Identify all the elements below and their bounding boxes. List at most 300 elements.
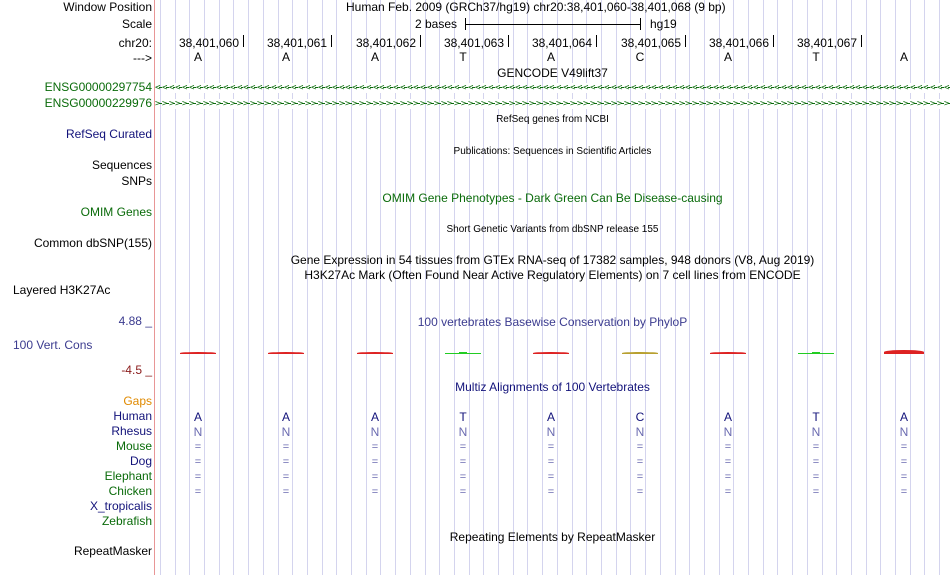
strand-arrow: <: [583, 83, 588, 93]
strand-arrow: <: [855, 83, 860, 93]
reference-base: A: [370, 50, 379, 64]
cons-min-label: -4.5 _: [121, 363, 152, 377]
species-label[interactable]: X_tropicalis: [89, 499, 152, 513]
strand-arrow: >: [658, 99, 663, 109]
strand-arrow: >: [311, 99, 316, 109]
strand-arrow: <: [774, 83, 779, 93]
strand-arrow: >: [345, 99, 350, 109]
species-base: N: [546, 425, 556, 439]
ruler-position-label: 38,401,064: [531, 36, 592, 50]
strand-arrow: >: [379, 99, 384, 109]
strand-arrow: >: [332, 99, 337, 109]
strand-arrow: <: [189, 83, 194, 93]
phylop-baseline: [533, 353, 569, 354]
species-base: =: [547, 441, 555, 453]
strand-arrow: >: [223, 99, 228, 109]
gencode-track-title: GENCODE V49lift37: [497, 66, 608, 80]
strand-arrow: <: [692, 83, 697, 93]
strand-arrow: >: [386, 99, 391, 109]
gene-label-plus[interactable]: ENSG00000229976: [44, 96, 152, 110]
strand-arrow: >: [645, 99, 650, 109]
species-base: =: [194, 486, 202, 498]
ruler-tick: [773, 35, 774, 47]
strand-arrow: >: [944, 99, 949, 109]
species-base: =: [459, 471, 467, 483]
strand-arrow: <: [203, 83, 208, 93]
strand-arrow: <: [441, 83, 446, 93]
strand-arrow: >: [577, 99, 582, 109]
strand-arrow: <: [413, 83, 418, 93]
strand-arrow: <: [257, 83, 262, 93]
species-base: A: [193, 410, 202, 424]
phylop-baseline: [445, 353, 481, 354]
species-base: =: [636, 471, 644, 483]
strand-arrow: <: [679, 83, 684, 93]
strand-arrow: >: [400, 99, 405, 109]
species-label[interactable]: Mouse: [115, 439, 152, 453]
strand-arrow: <: [713, 83, 718, 93]
strand-arrow: >: [611, 99, 616, 109]
strand-arrow: <: [427, 83, 432, 93]
strand-arrow: <: [794, 83, 799, 93]
species-base: =: [900, 441, 908, 453]
species-base: =: [194, 456, 202, 468]
strand-arrow: >: [318, 99, 323, 109]
strand-arrow: >: [454, 99, 459, 109]
reference-base: A: [193, 50, 202, 64]
strand-arrow: <: [182, 83, 187, 93]
strand-arrow: <: [366, 83, 371, 93]
strand-arrow: >: [903, 99, 908, 109]
strand-arrow: >: [896, 99, 901, 109]
strand-arrow: >: [305, 99, 310, 109]
strand-arrow: <: [359, 83, 364, 93]
species-base: =: [459, 441, 467, 453]
strand-arrow: >: [291, 99, 296, 109]
strand-arrow: >: [583, 99, 588, 109]
phylop-baseline: [180, 353, 216, 354]
strand-arrow: <: [216, 83, 221, 93]
gtex-track-title: Gene Expression in 54 tissues from GTEx RNA-seq of 17382 samples, 948 donors (V8, Aug 2019): [290, 253, 815, 267]
strand-arrow: >: [930, 99, 935, 109]
strand-arrow: <: [420, 83, 425, 93]
strand-arrow: <: [475, 83, 480, 93]
strand-arrow: >: [910, 99, 915, 109]
strand-arrow: <: [577, 83, 582, 93]
strand-arrow: <: [407, 83, 412, 93]
strand-arrow: >: [740, 99, 745, 109]
strand-arrow: <: [787, 83, 792, 93]
strand-arrow: <: [298, 83, 303, 93]
strand-arrow: <: [699, 83, 704, 93]
scale-bar: [465, 17, 641, 31]
strand-arrow: >: [522, 99, 527, 109]
cons-max-label: 4.88 _: [118, 314, 152, 328]
strand-arrow: <: [801, 83, 806, 93]
strand-arrow: >: [407, 99, 412, 109]
strand-arrow: >: [624, 99, 629, 109]
strand-arrow: <: [604, 83, 609, 93]
species-base: =: [724, 471, 732, 483]
strand-arrow: >: [699, 99, 704, 109]
strand-arrow: <: [339, 83, 344, 93]
strand-arrow: >: [706, 99, 711, 109]
species-label[interactable]: Rhesus: [111, 424, 152, 438]
species-base: =: [459, 456, 467, 468]
gene-feature-plus[interactable]: [155, 99, 950, 109]
strand-arrow: <: [277, 83, 282, 93]
species-base: =: [282, 486, 290, 498]
species-base: C: [635, 410, 645, 424]
strand-arrow: >: [427, 99, 432, 109]
reference-base: C: [635, 50, 645, 64]
strand-arrow: <: [896, 83, 901, 93]
species-base: N: [635, 425, 645, 439]
strand-arrow: >: [216, 99, 221, 109]
strand-arrow: >: [420, 99, 425, 109]
strand-arrow: <: [849, 83, 854, 93]
strand-arrow: <: [556, 83, 561, 93]
species-base: =: [282, 441, 290, 453]
species-base: =: [371, 486, 379, 498]
ruler-tick: [420, 35, 421, 47]
strand-arrow: >: [536, 99, 541, 109]
strand-arrow: <: [645, 83, 650, 93]
strand-arrow: >: [726, 99, 731, 109]
window-position-label: Window Position: [63, 0, 152, 14]
strand-arrow: >: [468, 99, 473, 109]
strand-arrow: >: [713, 99, 718, 109]
strand-arrow: >: [366, 99, 371, 109]
strand-arrow: <: [740, 83, 745, 93]
strand-arrow: <: [345, 83, 350, 93]
strand-arrow: <: [223, 83, 228, 93]
strand-arrow: >: [753, 99, 758, 109]
strand-arrow: >: [543, 99, 548, 109]
strand-arrow: <: [808, 83, 813, 93]
strand-arrow: >: [264, 99, 269, 109]
strand-arrow: >: [917, 99, 922, 109]
strand-arrow: <: [828, 83, 833, 93]
strand-arrow: <: [373, 83, 378, 93]
strand-arrow: <: [488, 83, 493, 93]
strand-arrow: >: [556, 99, 561, 109]
strand-arrow: >: [461, 99, 466, 109]
strand-arrow: <: [169, 83, 174, 93]
strand-arrow: >: [298, 99, 303, 109]
strand-arrow: <: [264, 83, 269, 93]
strand-arrow: <: [305, 83, 310, 93]
strand-arrow: <: [543, 83, 548, 93]
strand-arrow: >: [672, 99, 677, 109]
strand-arrow: <: [237, 83, 242, 93]
ruler-position-label: 38,401,061: [266, 36, 327, 50]
strand-arrow: <: [454, 83, 459, 93]
strand-arrow: <: [869, 83, 874, 93]
strand-arrow: <: [570, 83, 575, 93]
strand-arrow: <: [706, 83, 711, 93]
reference-base: T: [812, 50, 820, 64]
strand-arrow: <: [318, 83, 323, 93]
h3k27ac-track-title: H3K27Ac Mark (Often Found Near Active Regulatory Elements) on 7 cell lines from ENCODE: [304, 268, 801, 282]
strand-arrow: <: [162, 83, 167, 93]
strand-arrow: <: [250, 83, 255, 93]
publications-track-title: Publications: Sequences in Scientific Articles: [453, 146, 652, 157]
strand-arrow: <: [563, 83, 568, 93]
strand-arrow: >: [815, 99, 820, 109]
ruler-position-label: 38,401,065: [620, 36, 681, 50]
strand-arrow: >: [359, 99, 364, 109]
strand-arrow: >: [475, 99, 480, 109]
species-base: N: [193, 425, 203, 439]
strand-arrow: <: [434, 83, 439, 93]
strand-arrow: >: [828, 99, 833, 109]
strand-arrow: >: [441, 99, 446, 109]
cons-track-label[interactable]: 100 Vert. Cons: [13, 338, 93, 352]
strand-arrow: <: [658, 83, 663, 93]
strand-arrow: >: [515, 99, 520, 109]
species-base: T: [812, 410, 820, 424]
strand-arrow: <: [651, 83, 656, 93]
strand-arrow: >: [549, 99, 554, 109]
species-base: =: [282, 456, 290, 468]
strand-arrow: <: [923, 83, 928, 93]
strand-arrow: >: [937, 99, 942, 109]
strand-arrow: <: [590, 83, 595, 93]
reference-base: A: [723, 50, 732, 64]
species-label[interactable]: Chicken: [108, 484, 152, 498]
strand-arrow: <: [747, 83, 752, 93]
strand-arrow: >: [189, 99, 194, 109]
strand-arrow: >: [876, 99, 881, 109]
ruler-tick: [685, 35, 686, 47]
strand-arrow: >: [169, 99, 174, 109]
species-label[interactable]: Dog: [129, 454, 152, 468]
strand-label: --->: [133, 51, 152, 65]
gene-feature-minus[interactable]: [155, 83, 950, 93]
phylop-baseline: [886, 353, 922, 354]
chrom-label: chr20:: [118, 36, 152, 50]
strand-arrow: >: [209, 99, 214, 109]
strand-arrow: <: [617, 83, 622, 93]
species-base: =: [636, 486, 644, 498]
strand-arrow: <: [903, 83, 908, 93]
strand-arrow: <: [447, 83, 452, 93]
cons-track-title: 100 vertebrates Basewise Conservation by PhyloP: [417, 315, 688, 329]
strand-arrow: <: [876, 83, 881, 93]
strand-arrow: <: [209, 83, 214, 93]
strand-arrow: <: [944, 83, 949, 93]
strand-arrow: >: [835, 99, 840, 109]
species-label[interactable]: Human: [113, 409, 152, 423]
strand-arrow: >: [889, 99, 894, 109]
ruler-position-label: 38,401,060: [178, 36, 239, 50]
strand-arrow: >: [196, 99, 201, 109]
species-base: =: [194, 441, 202, 453]
strand-arrow: >: [794, 99, 799, 109]
strand-arrow: <: [502, 83, 507, 93]
strand-arrow: <: [597, 83, 602, 93]
strand-arrow: >: [155, 99, 160, 109]
reference-base: A: [281, 50, 290, 64]
strand-arrow: >: [597, 99, 602, 109]
strand-arrow: >: [495, 99, 500, 109]
species-base: =: [812, 486, 820, 498]
strand-arrow: <: [536, 83, 541, 93]
strand-arrow: >: [923, 99, 928, 109]
repeatmasker-track-label[interactable]: RepeatMasker: [73, 544, 152, 558]
species-base: N: [723, 425, 733, 439]
strand-arrow: <: [352, 83, 357, 93]
strand-arrow: >: [563, 99, 568, 109]
ruler-tick: [596, 35, 597, 47]
strand-arrow: >: [250, 99, 255, 109]
ruler-tick: [861, 35, 862, 47]
strand-arrow: >: [162, 99, 167, 109]
strand-arrow: >: [203, 99, 208, 109]
sequences-track-label[interactable]: Sequences: [91, 158, 152, 172]
strand-arrow: >: [434, 99, 439, 109]
species-base: =: [459, 486, 467, 498]
strand-arrow: <: [400, 83, 405, 93]
strand-arrow: <: [767, 83, 772, 93]
species-base: N: [458, 425, 468, 439]
species-label[interactable]: Elephant: [104, 469, 152, 483]
strand-arrow: >: [243, 99, 248, 109]
strand-arrow: >: [175, 99, 180, 109]
strand-arrow: >: [801, 99, 806, 109]
snps-track-label[interactable]: SNPs: [121, 174, 152, 188]
strand-arrow: <: [631, 83, 636, 93]
species-base: =: [371, 456, 379, 468]
species-base: =: [371, 471, 379, 483]
species-base: =: [812, 471, 820, 483]
species-base: =: [900, 456, 908, 468]
strand-arrow: >: [509, 99, 514, 109]
h3k27ac-track-label[interactable]: Layered H3K27Ac: [13, 283, 111, 297]
phylop-baseline: [798, 353, 834, 354]
strand-arrow: >: [685, 99, 690, 109]
strand-arrow: >: [760, 99, 765, 109]
strand-arrow: <: [529, 83, 534, 93]
reference-base: A: [546, 50, 555, 64]
strand-arrow: <: [461, 83, 466, 93]
strand-arrow: >: [277, 99, 282, 109]
omim-track-label[interactable]: OMIM Genes: [80, 205, 152, 219]
multiz-track-title: Multiz Alignments of 100 Vertebrates: [455, 380, 650, 394]
strand-arrow: <: [271, 83, 276, 93]
species-base: =: [194, 471, 202, 483]
strand-arrow: >: [570, 99, 575, 109]
strand-arrow: <: [815, 83, 820, 93]
dbsnp-track-title: Short Genetic Variants from dbSNP release 155: [446, 224, 659, 235]
strand-arrow: >: [665, 99, 670, 109]
strand-arrow: <: [638, 83, 643, 93]
gene-label-minus[interactable]: ENSG00000297754: [44, 80, 152, 94]
strand-arrow: >: [679, 99, 684, 109]
species-base: N: [281, 425, 291, 439]
strand-arrow: <: [311, 83, 316, 93]
species-base: A: [546, 410, 555, 424]
reference-base: A: [899, 50, 908, 64]
species-base: A: [281, 410, 290, 424]
strand-arrow: >: [617, 99, 622, 109]
strand-arrow: <: [515, 83, 520, 93]
phylop-baseline: [622, 353, 658, 354]
ruler-position-label: 38,401,066: [708, 36, 769, 50]
species-base: =: [900, 486, 908, 498]
scale-text: 2 bases: [415, 17, 458, 31]
species-label[interactable]: Zebrafish: [101, 514, 152, 528]
strand-arrow: <: [821, 83, 826, 93]
species-base: N: [370, 425, 380, 439]
phylop-baseline: [268, 353, 304, 354]
strand-arrow: >: [325, 99, 330, 109]
strand-arrow: <: [379, 83, 384, 93]
strand-arrow: <: [284, 83, 289, 93]
species-base: =: [547, 486, 555, 498]
dbsnp-track-label[interactable]: Common dbSNP(155): [33, 236, 152, 250]
refseq-track-label[interactable]: RefSeq Curated: [65, 127, 152, 141]
phylop-baseline: [357, 353, 393, 354]
strand-arrow: >: [631, 99, 636, 109]
strand-arrow: <: [291, 83, 296, 93]
strand-arrow: <: [230, 83, 235, 93]
strand-arrow: >: [767, 99, 772, 109]
strand-arrow: >: [808, 99, 813, 109]
species-base: =: [547, 471, 555, 483]
strand-arrow: >: [719, 99, 724, 109]
strand-arrow: <: [781, 83, 786, 93]
strand-arrow: >: [692, 99, 697, 109]
strand-arrow: >: [488, 99, 493, 109]
strand-arrow: <: [726, 83, 731, 93]
strand-arrow: <: [509, 83, 514, 93]
strand-arrow: >: [373, 99, 378, 109]
species-base: =: [812, 456, 820, 468]
strand-arrow: >: [604, 99, 609, 109]
strand-arrow: >: [284, 99, 289, 109]
species-base: =: [900, 471, 908, 483]
refseq-track-title: RefSeq genes from NCBI: [496, 114, 609, 125]
strand-arrow: >: [787, 99, 792, 109]
strand-arrow: >: [733, 99, 738, 109]
reference-base: T: [459, 50, 467, 64]
strand-arrow: <: [665, 83, 670, 93]
strand-arrow: >: [781, 99, 786, 109]
scale-label: Scale: [121, 17, 152, 31]
strand-arrow: <: [719, 83, 724, 93]
strand-arrow: <: [753, 83, 758, 93]
strand-arrow: <: [243, 83, 248, 93]
strand-arrow: <: [549, 83, 554, 93]
species-base: =: [547, 456, 555, 468]
species-base: =: [282, 471, 290, 483]
species-base: N: [811, 425, 821, 439]
strand-arrow: >: [842, 99, 847, 109]
species-base: =: [636, 441, 644, 453]
strand-arrow: <: [325, 83, 330, 93]
strand-arrow: <: [332, 83, 337, 93]
strand-arrow: >: [339, 99, 344, 109]
strand-arrow: >: [821, 99, 826, 109]
strand-arrow: >: [869, 99, 874, 109]
strand-arrow: >: [257, 99, 262, 109]
ruler-position-label: 38,401,062: [355, 36, 416, 50]
strand-arrow: <: [386, 83, 391, 93]
strand-arrow: <: [760, 83, 765, 93]
ruler-tick: [243, 35, 244, 47]
